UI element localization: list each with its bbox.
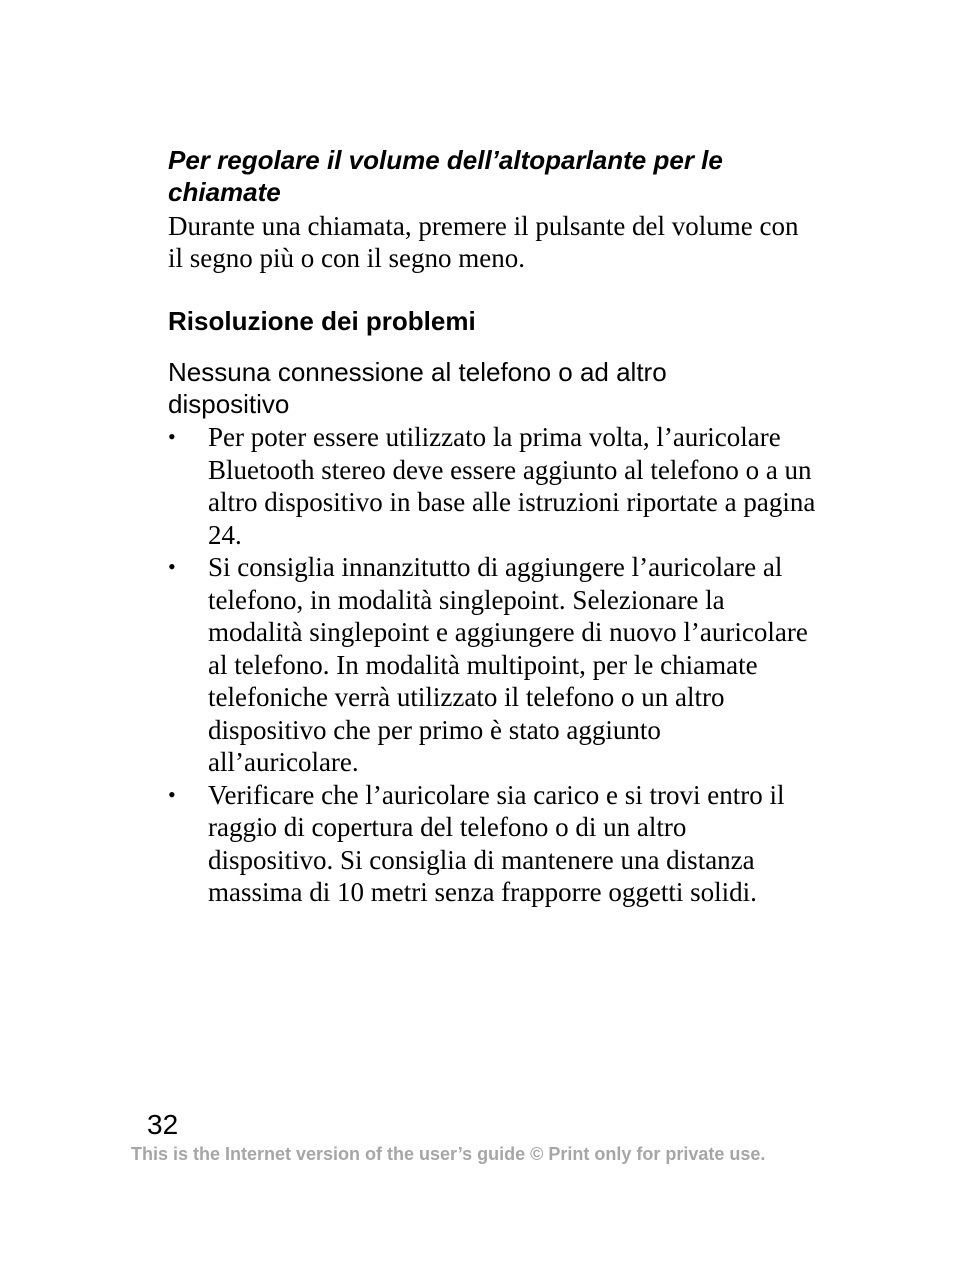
list-item [168,779,818,909]
troubleshooting-subheading: Nessuna connessione al telefono o ad altro dispositivo [168,357,667,419]
page-number: 32 [147,1109,179,1140]
troubleshooting-list [168,421,818,909]
list-item [168,551,818,779]
troubleshooting-heading: Risoluzione dei problemi [168,306,476,336]
list-item-text: Si consiglia innanzitutto di aggiungere l’auricolare al telefono, in modalità singlepoint. Selezionare la modalità singlepoint e aggiungere di nuovo l’auricolare al telefono. In modalità multipoint, per le chiamate telefoniche verrà utilizzato il telefono o un altro dispositivo che per primo è stato aggiunto all’auricolare. [208,552,808,777]
list-item-text: Per poter essere utilizzato la prima volta, l’auricolare Bluetooth stereo deve essere aggiunto al telefono o a un altro dispositivo in base alle istruzioni riportate a pagina 24. [208,422,816,550]
section-body: Durante una chiamata, premere il pulsante del volume con il segno più o con il segno meno. [168,211,799,273]
section-title: Per regolare il volume dell’altoparlante per le chiamate [168,145,723,207]
list-item [168,421,818,551]
bullet-icon: • [168,554,176,579]
bullet-icon: • [168,424,176,449]
bullet-icon: • [168,781,176,807]
list-item-text: Verificare che l’auricolare sia carico e si trovi entro il raggio di copertura del telefono o di un altro dispositivo. Si consiglia di mantenere una distanza massima di 10 metri senza frapporre oggetti solidi. [208,779,785,907]
footer-notice: This is the Internet version of the user’s guide © Print only for private use. [131,1144,766,1164]
